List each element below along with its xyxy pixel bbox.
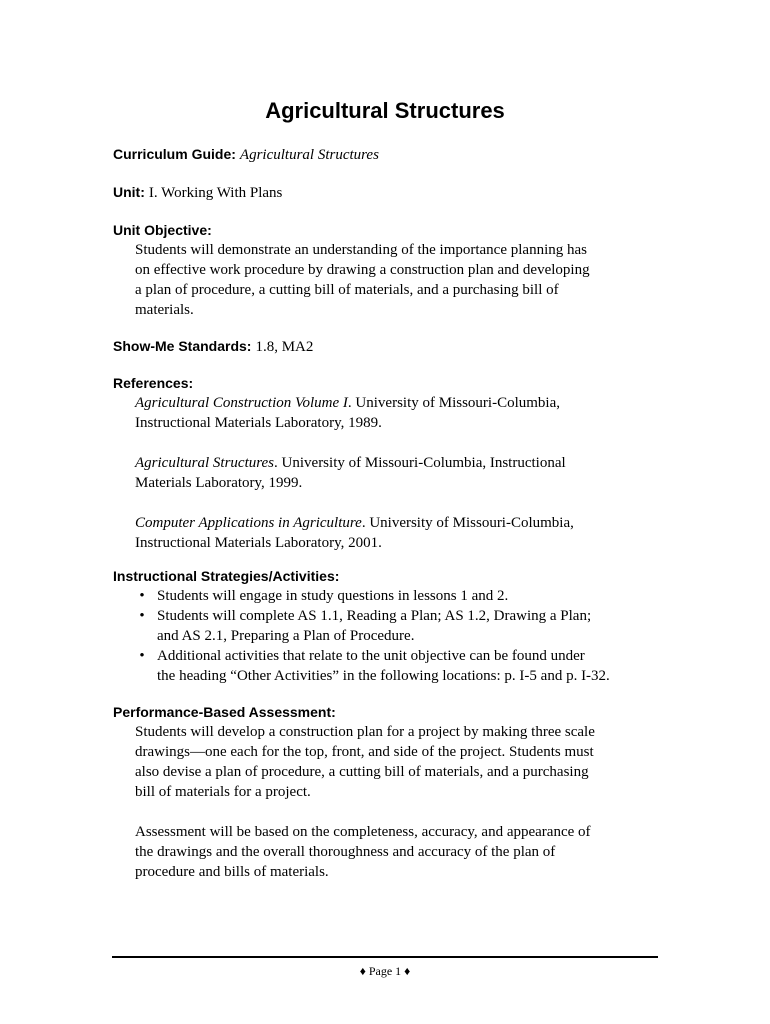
page-title: Agricultural Structures: [265, 98, 505, 123]
assessment-paragraph-1: [135, 722, 673, 802]
unit-value: I. Working With Plans: [148, 185, 283, 201]
unit-objective-label: Unit Objective:: [113, 222, 212, 238]
assessment-line: drawings—one each for the top, front, and side of the project. Students must: [135, 744, 594, 760]
reference-source: . University of Missouri-Columbia,: [361, 515, 574, 531]
strategies-list: [135, 586, 673, 686]
reference-title: Agricultural Construction Volume I: [135, 395, 348, 411]
unit-objective-line: on effective work procedure by drawing a construction plan and developing: [135, 262, 590, 278]
page-number: ♦ Page 1 ♦: [359, 964, 411, 978]
show-me-value: 1.8, MA2: [255, 339, 314, 355]
bullet-icon: •: [139, 608, 145, 624]
reference-source-line2: Instructional Materials Laboratory, 2001.: [135, 535, 382, 551]
curriculum-guide-label: Curriculum Guide:: [113, 146, 236, 162]
list-item-line: and AS 2.1, Preparing a Plan of Procedure.: [157, 628, 415, 644]
reference-source-line2: Instructional Materials Laboratory, 1989.: [135, 415, 382, 431]
footer-divider: [112, 956, 658, 958]
reference-item: [135, 393, 673, 433]
assessment-line: procedure and bills of materials.: [135, 864, 329, 880]
assessment-line: bill of materials for a project.: [135, 784, 311, 800]
unit-objective-line: materials.: [135, 302, 194, 318]
curriculum-guide-value: Agricultural Structures: [239, 147, 379, 163]
assessment-line: Students will develop a construction plan for a project by making three scale: [135, 724, 595, 740]
unit-objective-line: Students will demonstrate an understanding of the importance planning has: [135, 242, 587, 258]
reference-source: . University of Missouri-Columbia,: [347, 395, 560, 411]
assessment-paragraph-2: [135, 822, 673, 882]
list-item: [135, 646, 673, 686]
assessment-line: also devise a plan of procedure, a cutting bill of materials, and a purchasing: [135, 764, 589, 780]
unit-objective-text: [135, 240, 673, 320]
curriculum-guide-row: [113, 144, 673, 165]
strategies-label: Instructional Strategies/Activities:: [113, 568, 340, 584]
reference-source: . University of Missouri-Columbia, Instructional: [274, 455, 566, 471]
references-section: [113, 373, 673, 553]
list-item-line: the heading “Other Activities” in the following locations: p. I-5 and p. I-32.: [157, 668, 610, 684]
unit-objective-line: a plan of procedure, a cutting bill of materials, and a purchasing bill of: [135, 282, 559, 298]
list-item-line: Students will engage in study questions in lessons 1 and 2.: [157, 588, 509, 604]
show-me-label: Show-Me Standards:: [113, 338, 252, 354]
assessment-section: [113, 702, 673, 882]
unit-objective-section: [113, 220, 673, 320]
strategies-section: [113, 566, 673, 686]
reference-title: Agricultural Structures: [135, 455, 275, 471]
reference-item: [135, 453, 673, 493]
list-item: [135, 586, 673, 606]
assessment-line: Assessment will be based on the completeness, accuracy, and appearance of: [135, 824, 591, 840]
bullet-icon: •: [139, 648, 145, 664]
references-label: References:: [113, 375, 194, 391]
assessment-label: Performance-Based Assessment:: [113, 704, 336, 720]
unit-row: [113, 182, 673, 203]
show-me-row: [113, 336, 673, 357]
bullet-icon: •: [139, 588, 145, 604]
list-item-line: Additional activities that relate to the unit objective can be found under: [157, 648, 585, 664]
reference-source-line2: Materials Laboratory, 1999.: [135, 475, 303, 491]
list-item-line: Students will complete AS 1.1, Reading a Plan; AS 1.2, Drawing a Plan;: [157, 608, 592, 624]
unit-label: Unit:: [113, 184, 145, 200]
list-item: [135, 606, 673, 646]
reference-title: Computer Applications in Agriculture: [135, 515, 362, 531]
reference-item: [135, 513, 673, 553]
assessment-line: the drawings and the overall thoroughness and accuracy of the plan of: [135, 844, 556, 860]
